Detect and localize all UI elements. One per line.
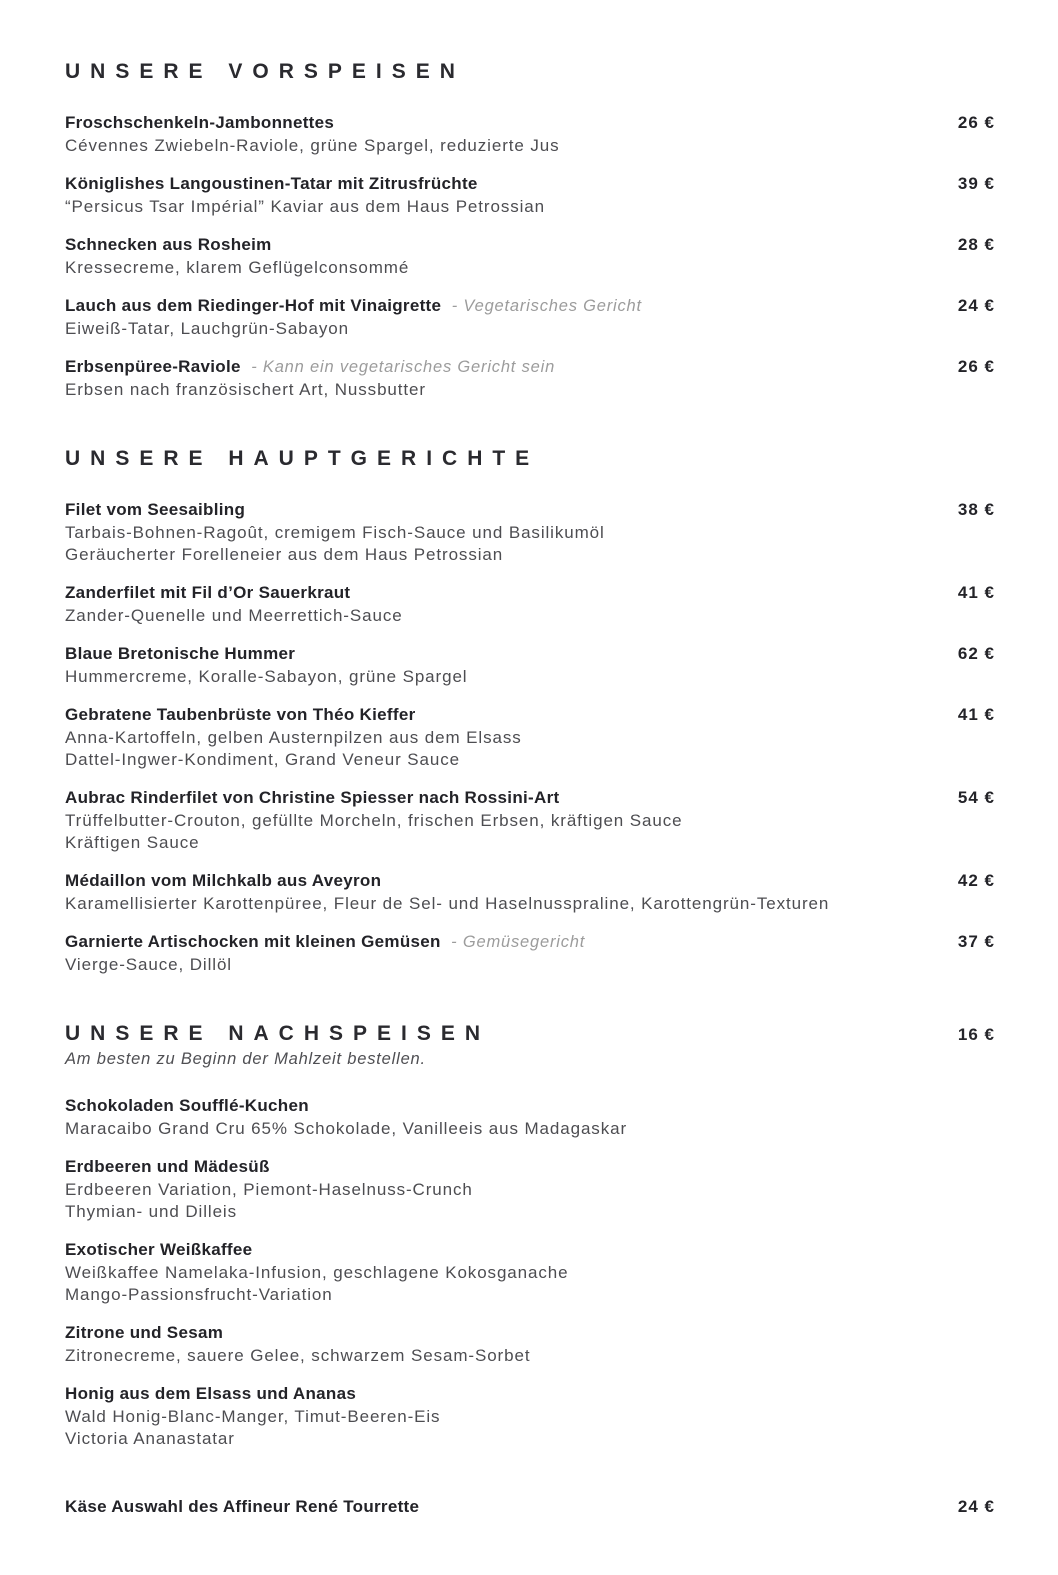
menu-item bbox=[65, 1239, 995, 1306]
item-description-line: Cévennes Zwiebeln-Raviole, grüne Spargel, reduzierte Jus bbox=[65, 136, 560, 155]
item-name: Käse Auswahl des Affineur René Tourrette bbox=[65, 1497, 420, 1516]
item-name: Aubrac Rinderfilet von Christine Spiesser nach Rossini-Art bbox=[65, 788, 560, 807]
item-name-row bbox=[65, 870, 995, 893]
menu-item bbox=[65, 356, 995, 401]
item-name-left bbox=[65, 234, 272, 257]
item-name: Exotischer Weißkaffee bbox=[65, 1240, 253, 1259]
item-name: Schnecken aus Rosheim bbox=[65, 235, 272, 254]
menu-section bbox=[65, 1022, 995, 1450]
section-items bbox=[65, 1496, 995, 1519]
section-subtitle: Am besten zu Beginn der Mahlzeit bestellen. bbox=[65, 1050, 426, 1068]
item-name: Erbsenpüree-Raviole bbox=[65, 357, 241, 376]
item-descriptions bbox=[65, 1406, 995, 1450]
menu-item bbox=[65, 643, 995, 688]
item-description-line: Maracaibo Grand Cru 65% Schokolade, Vanilleeis aus Madagaskar bbox=[65, 1119, 628, 1138]
item-name-left bbox=[65, 931, 585, 954]
item-name-row bbox=[65, 1322, 995, 1345]
menu-item bbox=[65, 870, 995, 915]
item-name: Garnierte Artischocken mit kleinen Gemüsen bbox=[65, 932, 441, 951]
item-descriptions bbox=[65, 1179, 995, 1223]
item-note: - Gemüsegericht bbox=[451, 933, 586, 951]
item-name-left bbox=[65, 643, 295, 666]
item-descriptions bbox=[65, 727, 995, 771]
item-name: Zanderfilet mit Fil d’Or Sauerkraut bbox=[65, 583, 351, 602]
item-name: Gebratene Taubenbrüste von Théo Kieffer bbox=[65, 705, 416, 724]
item-description-line: Eiweiß-Tatar, Lauchgrün-Sabayon bbox=[65, 319, 349, 338]
item-name-left bbox=[65, 1496, 419, 1519]
item-price: 24 € bbox=[957, 1497, 995, 1516]
item-descriptions bbox=[65, 135, 995, 157]
menu-item bbox=[65, 173, 995, 218]
item-name-left bbox=[65, 1383, 356, 1406]
item-descriptions bbox=[65, 893, 995, 915]
menu-root bbox=[65, 60, 995, 1519]
item-name-row bbox=[65, 1095, 995, 1118]
item-price: 28 € bbox=[957, 235, 995, 254]
menu-item bbox=[65, 234, 995, 279]
item-name: Schokoladen Soufflé-Kuchen bbox=[65, 1096, 309, 1115]
item-name-row bbox=[65, 112, 995, 135]
item-description-line: Erdbeeren Variation, Piemont-Haselnuss-Crunch bbox=[65, 1180, 473, 1199]
item-description-line: Erbsen nach französischert Art, Nussbutter bbox=[65, 380, 426, 399]
item-descriptions bbox=[65, 666, 995, 688]
section-items bbox=[65, 499, 995, 976]
item-price: 24 € bbox=[957, 296, 995, 315]
item-name: Lauch aus dem Riedinger-Hof mit Vinaigrette bbox=[65, 296, 442, 315]
item-price: 38 € bbox=[957, 500, 995, 519]
item-description-line: “Persicus Tsar Impérial” Kaviar aus dem Haus Petrossian bbox=[65, 197, 546, 216]
item-name-row bbox=[65, 234, 995, 257]
item-name-row bbox=[65, 787, 995, 810]
item-name-left bbox=[65, 582, 350, 605]
section-header-row bbox=[65, 60, 995, 84]
menu-item bbox=[65, 1322, 995, 1367]
item-description-line: Dattel-Ingwer-Kondiment, Grand Veneur Sauce bbox=[65, 750, 460, 769]
item-price: 39 € bbox=[957, 174, 995, 193]
item-note: - Vegetarisches Gericht bbox=[451, 297, 642, 315]
item-description-line: Geräucherter Forelleneier aus dem Haus Petrossian bbox=[65, 545, 504, 564]
item-descriptions bbox=[65, 1118, 995, 1140]
item-descriptions bbox=[65, 954, 995, 976]
item-description-line: Vierge-Sauce, Dillöl bbox=[65, 955, 232, 974]
item-name-left bbox=[65, 1322, 223, 1345]
menu-item bbox=[65, 1156, 995, 1223]
item-descriptions bbox=[65, 605, 995, 627]
item-name-left bbox=[65, 173, 478, 196]
menu-section bbox=[65, 1496, 995, 1519]
item-description-line: Victoria Ananastatar bbox=[65, 1429, 235, 1448]
item-descriptions bbox=[65, 1262, 995, 1306]
item-name-left bbox=[65, 499, 245, 522]
section-price: 16 € bbox=[957, 1025, 995, 1044]
item-name-left bbox=[65, 870, 381, 893]
item-name-left bbox=[65, 112, 334, 135]
section-items bbox=[65, 1095, 995, 1450]
item-name-row bbox=[65, 173, 995, 196]
item-name-left bbox=[65, 1095, 309, 1118]
item-name-row bbox=[65, 643, 995, 666]
menu-item bbox=[65, 112, 995, 157]
section-title: UNSERE NACHSPEISEN bbox=[65, 1022, 491, 1045]
item-descriptions bbox=[65, 379, 995, 401]
item-name-row bbox=[65, 931, 995, 954]
item-description-line: Anna-Kartoffeln, gelben Austernpilzen aus dem Elsass bbox=[65, 728, 522, 747]
menu-item bbox=[65, 1383, 995, 1450]
section-title: UNSERE VORSPEISEN bbox=[65, 60, 465, 83]
item-description-line: Tarbais-Bohnen-Ragoût, cremigem Fisch-Sauce und Basilikumöl bbox=[65, 523, 605, 542]
menu-item bbox=[65, 704, 995, 771]
item-price: 26 € bbox=[957, 113, 995, 132]
item-description-line: Kressecreme, klarem Geflügelconsommé bbox=[65, 258, 410, 277]
menu-section bbox=[65, 447, 995, 976]
item-name-row bbox=[65, 295, 995, 318]
item-price: 37 € bbox=[957, 932, 995, 951]
item-description-line: Zander-Quenelle und Meerrettich-Sauce bbox=[65, 606, 403, 625]
item-name: Honig aus dem Elsass und Ananas bbox=[65, 1384, 357, 1403]
item-descriptions bbox=[65, 522, 995, 566]
item-price: 42 € bbox=[957, 871, 995, 890]
item-name-left bbox=[65, 295, 642, 318]
item-price: 26 € bbox=[957, 357, 995, 376]
item-description-line: Zitronecreme, sauere Gelee, schwarzem Sesam-Sorbet bbox=[65, 1346, 531, 1365]
item-price: 41 € bbox=[957, 583, 995, 602]
item-name-left bbox=[65, 1239, 252, 1262]
item-price: 62 € bbox=[957, 644, 995, 663]
item-description-line: Mango-Passionsfrucht-Variation bbox=[65, 1285, 333, 1304]
item-name: Königlishes Langoustinen-Tatar mit Zitrusfrüchte bbox=[65, 174, 478, 193]
menu-item bbox=[65, 499, 995, 566]
item-note: - Kann ein vegetarisches Gericht sein bbox=[251, 358, 556, 376]
item-name: Erdbeeren und Mädesüß bbox=[65, 1157, 270, 1176]
menu-item bbox=[65, 1496, 995, 1519]
item-description-line: Karamellisierter Karottenpüree, Fleur de Sel- und Haselnusspraline, Karottengrün-Texturen bbox=[65, 894, 830, 913]
item-name: Froschschenkeln-Jambonnettes bbox=[65, 113, 335, 132]
item-name: Filet vom Seesaibling bbox=[65, 500, 246, 519]
menu-item bbox=[65, 787, 995, 854]
menu-item bbox=[65, 582, 995, 627]
section-header-row bbox=[65, 1022, 995, 1046]
item-name: Médaillon vom Milchkalb aus Aveyron bbox=[65, 871, 382, 890]
item-description-line: Kräftigen Sauce bbox=[65, 833, 200, 852]
item-name-row bbox=[65, 1156, 995, 1179]
item-descriptions bbox=[65, 257, 995, 279]
item-description-line: Wald Honig-Blanc-Manger, Timut-Beeren-Eis bbox=[65, 1407, 441, 1426]
menu-section bbox=[65, 60, 995, 401]
section-header-row bbox=[65, 447, 995, 471]
section-title: UNSERE HAUPTGERICHTE bbox=[65, 447, 540, 470]
item-name-left bbox=[65, 356, 555, 379]
item-name-row bbox=[65, 1239, 995, 1262]
section-items bbox=[65, 112, 995, 401]
item-name: Zitrone und Sesam bbox=[65, 1323, 224, 1342]
item-description-line: Thymian- und Dilleis bbox=[65, 1202, 237, 1221]
item-name-left bbox=[65, 704, 416, 727]
item-price: 41 € bbox=[957, 705, 995, 724]
item-descriptions bbox=[65, 1345, 995, 1367]
menu-item bbox=[65, 1095, 995, 1140]
item-name-row bbox=[65, 704, 995, 727]
item-descriptions bbox=[65, 810, 995, 854]
item-name-row bbox=[65, 356, 995, 379]
item-name-row bbox=[65, 1496, 995, 1519]
item-name-left bbox=[65, 1156, 270, 1179]
item-name: Blaue Bretonische Hummer bbox=[65, 644, 296, 663]
menu-item bbox=[65, 295, 995, 340]
item-descriptions bbox=[65, 196, 995, 218]
item-description-line: Trüffelbutter-Crouton, gefüllte Morcheln, frischen Erbsen, kräftigen Sauce bbox=[65, 811, 683, 830]
item-description-line: Weißkaffee Namelaka-Infusion, geschlagene Kokosganache bbox=[65, 1263, 569, 1282]
menu-item bbox=[65, 931, 995, 976]
item-price: 54 € bbox=[957, 788, 995, 807]
item-descriptions bbox=[65, 318, 995, 340]
item-name-left bbox=[65, 787, 559, 810]
item-name-row bbox=[65, 1383, 995, 1406]
item-description-line: Hummercreme, Koralle-Sabayon, grüne Spargel bbox=[65, 667, 468, 686]
item-name-row bbox=[65, 499, 995, 522]
item-name-row bbox=[65, 582, 995, 605]
